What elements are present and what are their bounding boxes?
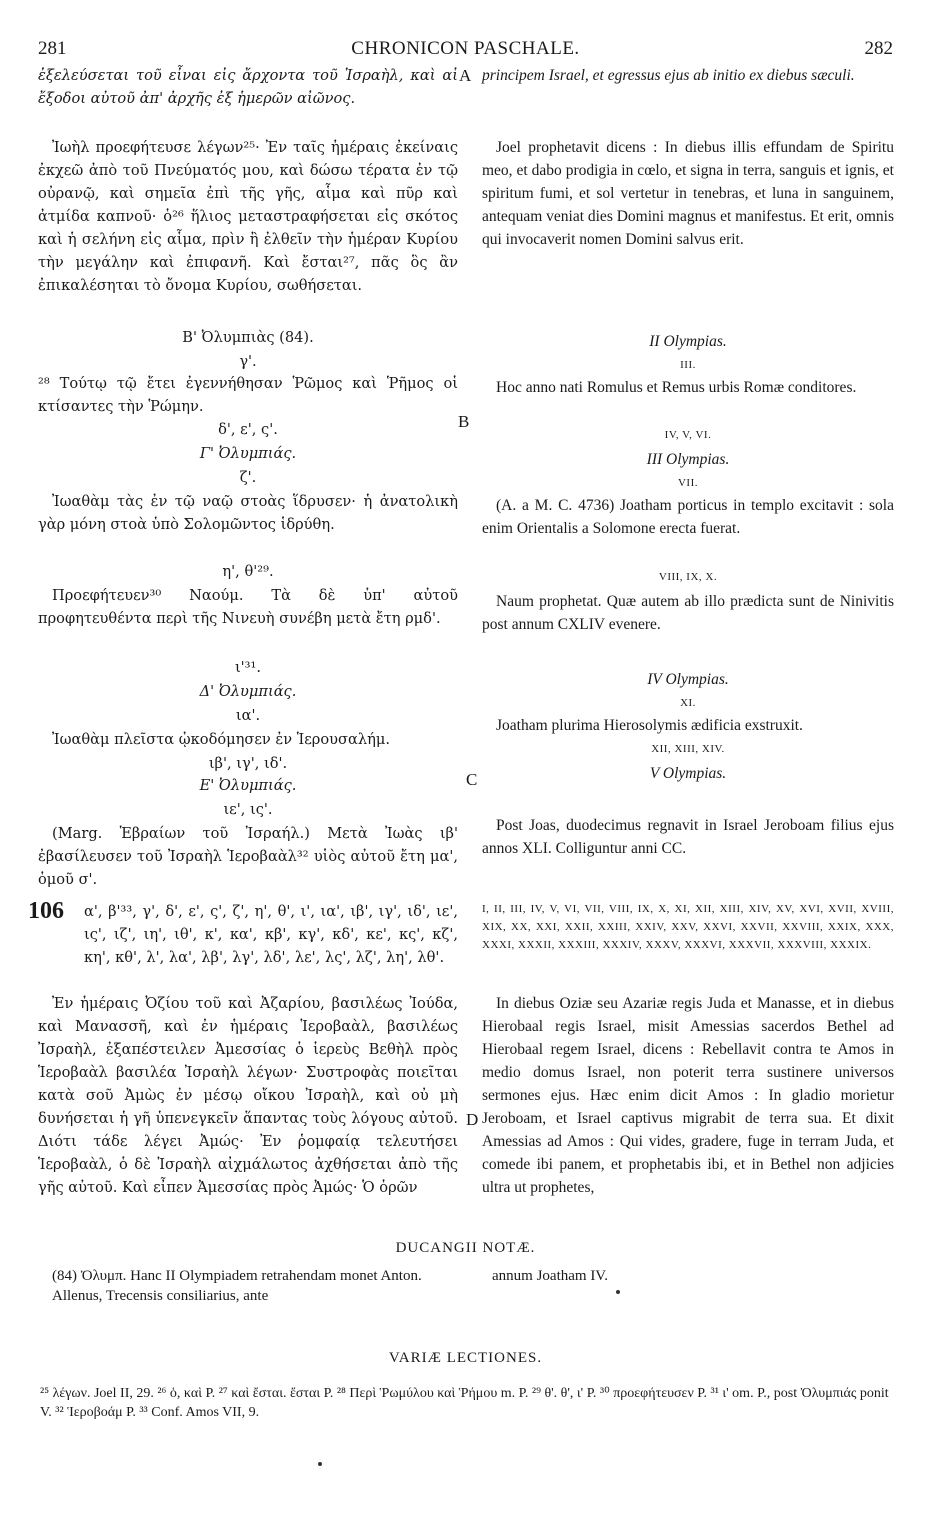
notes-heading: DUCANGII NOTÆ.: [395, 1240, 536, 1256]
olympiad-heading: Γ' Ὀλυμπιάς.: [199, 445, 297, 462]
greek-paragraph: ²⁸ Τούτῳ τῷ ἔτει ἐγεννήθησαν Ῥῶμος καὶ Ῥῆμος οἱ κτίσαντες τὴν Ῥώμην.: [38, 375, 458, 415]
latin-paragraph: In diebus Oziæ seu Azariæ regis Juda et Manasse, et in diebus Hierobaal regis Israel, misit Amessias sacerdos Bethel ad Hierobaal regem Israel, dicens : Rebellavit contra te Amos in medio domus Israel, non poterit terra sustinere universos sermones ejus. Hæc enim dicit Amos : In gladio morietur Jeroboam, et Israel captivus migrabit de terra sua. Et dixit Amessias ad Amos : Qui vides, gradere, fuge in terram Juda, et comede ibi panem, et prophetabis ibi, et in Bethel non adjicies ultra ut prophetes,: [482, 995, 894, 1196]
bullet-dot: [616, 1290, 620, 1294]
latin-paragraph: Naum prophetat. Quæ autem ab illo prædicta sunt de Ninivitis post annum CXLIV evenere.: [482, 593, 894, 633]
olympiad-heading: V Olympias.: [649, 765, 727, 782]
page-title: CHRONICON PASCHALE.: [351, 38, 580, 59]
note-text-continued: annum Joatham IV.: [492, 1268, 608, 1284]
variant-readings-heading: VARIÆ LECTIONES.: [388, 1350, 543, 1366]
running-header: [38, 38, 893, 60]
year-numbers: η', θ'²⁹.: [222, 563, 274, 580]
latin-paragraph: Joatham plurima Hierosolymis ædificia exstruxit.: [496, 717, 803, 734]
year-numbers: ι'³¹.: [234, 659, 262, 676]
latin-paragraph: principem Israel, et egressus ejus ab initio ex diebus sæculi.: [482, 67, 855, 84]
right-page-number: 282: [864, 38, 893, 59]
year-numbers: VIII, IX, X.: [658, 571, 718, 583]
margin-marker-b: B: [458, 412, 470, 431]
greek-paragraph: Ἰωαθὰμ πλεῖστα ᾠκοδόμησεν ἐν Ἱερουσαλήμ.: [52, 731, 390, 748]
year-list: I, II, III, IV, V, VI, VII, VIII, IX, X, XI, XII, XIII, XIV, XV, XVI, XVII, XVIII, XIX, XX, XXI, XXII, XXIII, XXIV, XXV, XXVI, XXVII, XXVIII, XXIX, XXX, XXXI, XXXII, XXXIII, XXXIV, XXXV, XXXVI, XXXVII, XXXVIII, XXXIX.: [482, 903, 894, 951]
greek-paragraph: Προεφήτευεν³⁰ Ναούμ. Τὰ δὲ ὑπ' αὐτοῦ προφητευθέντα περὶ τῆς Νινευὴ συνέβη μετὰ ἔτη ρμδ'.: [38, 587, 458, 627]
olympiad-heading: Ε' Ὀλυμπιάς.: [199, 777, 297, 794]
year-numbers: XII, XIII, XIV.: [651, 743, 725, 755]
greek-paragraph: Ἐν ἡμέραις Ὀζίου τοῦ καὶ Ἀζαρίου, βασιλέως Ἰούδα, καὶ Μανασσῆ, καὶ ἐν ἡμέραις Ἱεροβαὰλ, βασιλέως Ἰσραὴλ, ἐξαπέστειλεν Ἀμεσσίας ὁ ἱερεὺς Βεθὴλ πρὸς Ἱεροβαὰλ βασιλέα Ἰσραὴλ λέγων· Συστροφὰς ποιεῖται κατὰ σοῦ Ἀμὼς ἐν μέσῳ οἴκου Ἰσραὴλ, καὶ οὐ μὴ δυνήσεται ἡ γῆ ὑπενεγκεῖν ἅπαντας τοὺς λόγους αὐτοῦ. Διότι τάδε λέγει Ἀμώς· Ἐν ῥομφαίᾳ τελευτήσει Ἱεροβαὰλ, ὁ δὲ Ἰσραὴλ αἰχμάλωτος ἀχθήσεται ἀπὸ τῆς γῆς αὐτοῦ. Καὶ εἶπεν Ἀμεσσίας πρὸς Ἀμώς· Ὁ ὁρῶν: [38, 995, 458, 1196]
left-page-number: 281: [38, 38, 67, 59]
olympiad-heading: IV Olympias.: [647, 671, 729, 688]
olympiad-heading: Δ' Ὀλυμπιάς.: [199, 683, 297, 700]
greek-paragraph: ἐξελεύσεται τοῦ εἶναι εἰς ἄρχοντα τοῦ Ἰσραὴλ, καὶ αἱ ἔξοδοι αὐτοῦ ἀπ' ἀρχῆς ἐξ ἡμερῶν αἰῶνος.: [38, 67, 458, 107]
latin-paragraph: Post Joas, duodecimus regnavit in Israel Jeroboam filius ejus annos XLI. Colliguntur anni CC.: [482, 817, 894, 857]
olympiad-heading: II Olympias.: [649, 333, 727, 350]
greek-paragraph: (Marg. Ἑβραίων τοῦ Ἰσραήλ.) Μετὰ Ἰωὰς ιβ' ἐβασίλευσεν τοῦ Ἰσραὴλ Ἱεροβαὰλ³² υἱὸς αὐτοῦ ἔτη μα', ὁμοῦ σ'.: [38, 825, 458, 888]
variant-readings-text: ²⁵ λέγων. Joel II, 29. ²⁶ ὁ, καὶ P. ²⁷ καὶ ἔσται. ἔσται P. ²⁸ Περὶ Ῥωμύλου καὶ Ῥήμου m. P. ²⁹ θ'. θ', ι' P. ³⁰ προεφήτευσεν P. ³¹ ι' om. P., post Ὀλυμπιάς ponit V. ³² Ἱεροβοάμ P. ³³ Conf. Amos VII, 9.: [40, 1386, 889, 1420]
margin-marker-c: C: [466, 770, 478, 789]
year-numbers: IV, V, VI.: [664, 429, 712, 441]
year-numbers: ιβ', ιγ', ιδ'.: [208, 755, 288, 772]
margin-marker-d: D: [466, 1110, 479, 1129]
olympiad-heading: Β' Ὀλυμπιὰς (84).: [182, 329, 314, 346]
year-numbers: ιε', ις'.: [223, 801, 273, 818]
latin-paragraph: (A. a M. C. 4736) Joatham porticus in templo excitavit : sola enim Orientalis a Solomone erecta fuerat.: [482, 497, 894, 537]
greek-paragraph: Ἰωὴλ προεφήτευσε λέγων²⁵· Ἐν ταῖς ἡμέραις ἐκείναις ἐκχεῶ ἀπὸ τοῦ Πνεύματός μου, καὶ δώσω τέρατα ἐν τῷ οὐρανῷ, καὶ σημεῖα ἐπὶ τῆς γῆς, αἷμα καὶ πῦρ καὶ ἀτμίδα καπνοῦ· ὁ²⁶ ἥλιος μεταστραφήσεται εἰς σκότος καὶ ἡ σελήνη εἰς αἷμα, πρὶν ἢ ἐλθεῖν τὴν ἡμέραν Κυρίου τὴν μεγάλην καὶ ἐπιφανῆ. Καὶ ἔσται²⁷, πᾶς ὃς ἂν ἐπικαλέσηται τὸ ὄνομα Κυρίου, σωθήσεται.: [38, 139, 458, 294]
year-list: α', β'³³, γ', δ', ε', ς', ζ', η', θ', ι', ια', ιβ', ιγ', ιδ', ιε', ις', ιζ', ιη', ιθ', κ', κα', κβ', κγ', κδ', κε', κς', κζ', κη', κθ', λ', λα', λβ', λγ', λδ', λε', λς', λζ', λη', λθ'.: [84, 903, 458, 966]
olympiad-heading: III Olympias.: [646, 451, 730, 468]
year-numbers: ζ'.: [239, 469, 257, 486]
margin-marker-a: A: [459, 66, 472, 85]
year-numbers: XI.: [680, 697, 696, 709]
greek-paragraph: Ἰωαθὰμ τὰς ἐν τῷ ναῷ στοὰς ἵδρυσεν· ἡ ἀνατολικὴ γὰρ μόνη στοὰ ὑπὸ Σολομῶντος ἱδρύθη.: [38, 493, 458, 533]
year-numbers: VII.: [677, 477, 699, 489]
year-numbers: ια'.: [235, 707, 261, 724]
year-numbers: δ', ε', ς'.: [218, 421, 278, 438]
year-numbers: γ'.: [239, 353, 257, 370]
latin-paragraph: Joel prophetavit dicens : In diebus illis effundam de Spiritu meo, et dabo prodigia in cœlo, et signa in terra, sanguis et ignis, et spiritum fumi, et sol vertetur in tenebras, et luna in sanguinem, antequam veniat dies Domini magnus et manifestus. Et erit, omnis qui invocaverit nomen Domini salvus erit.: [482, 139, 894, 248]
year-numbers: III.: [680, 359, 696, 371]
note-text: (84) Ὀλυμπ. Hanc II Olympiadem retrahendam monet Anton. Allenus, Trecensis consiliarius, ante: [52, 1268, 422, 1304]
bullet-dot: [318, 1462, 322, 1466]
section-number: 106: [28, 898, 64, 924]
latin-paragraph: Hoc anno nati Romulus et Remus urbis Romæ conditores.: [496, 379, 857, 396]
